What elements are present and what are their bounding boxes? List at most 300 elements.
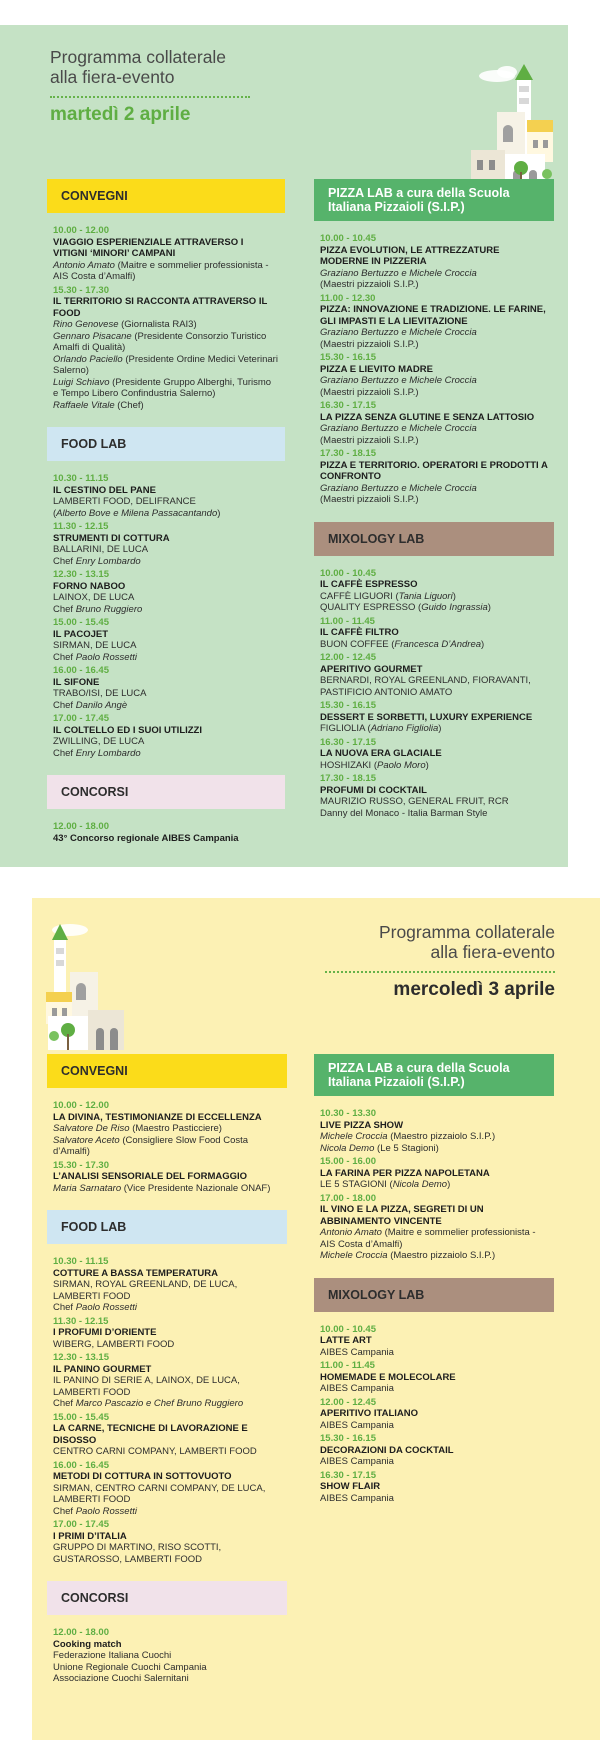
event-detail xyxy=(320,591,548,603)
food-lab-section-header: FOOD LAB xyxy=(47,427,285,461)
event-title: PIZZA: INNOVAZIONE E TRADIZIONE. LE FARINE, GLI IMPASTI E LA LIEVITAZIONE xyxy=(320,304,546,327)
event-title: LIVE PIZZA SHOW xyxy=(320,1119,404,1131)
event-time: 10.30 - 13.30 xyxy=(320,1108,376,1119)
speaker-name: Paolo Rossetti xyxy=(75,651,137,663)
detail-text: SIRMAN, ROYAL GREENLAND, DE LUCA, LAMBERTI FOOD xyxy=(53,1279,238,1302)
event-list xyxy=(47,461,285,775)
detail-text: (Vice Presidente Nazionale ONAF) xyxy=(121,1182,271,1194)
event-title: IL COLTELLO ED I SUOI UTILIZZI xyxy=(53,724,203,736)
detail-text: Chef xyxy=(53,747,76,759)
event-detail xyxy=(53,1279,281,1302)
event-detail xyxy=(320,387,548,399)
event-title: L’ANALISI SENSORIALE DEL FORMAGGIO xyxy=(53,1171,248,1182)
event-detail xyxy=(320,808,548,820)
event-item xyxy=(320,400,548,446)
event-title: Cooking match xyxy=(53,1638,122,1650)
event-detail xyxy=(320,639,548,651)
day-header xyxy=(50,47,250,126)
event-detail xyxy=(53,508,279,520)
event-time: 17.30 - 18.15 xyxy=(320,448,376,459)
event-detail xyxy=(53,556,279,568)
detail-text: Chef xyxy=(53,603,76,615)
event-item xyxy=(53,1519,281,1565)
event-time: 15.00 - 15.45 xyxy=(53,617,109,628)
event-title: LATTE ART xyxy=(320,1335,372,1346)
event-title: IL CAFFÈ FILTRO xyxy=(320,627,399,638)
event-item xyxy=(53,1100,281,1158)
event-title: IL VINO E LA PIZZA, SEGRETI DI UN ABBINAMENTO VINCENTE xyxy=(320,1204,484,1227)
event-detail xyxy=(320,760,548,772)
event-time: 12.30 - 13.15 xyxy=(53,1352,109,1363)
event-detail xyxy=(53,1673,281,1685)
event-detail xyxy=(53,1662,281,1674)
detail-text: (Maitre e sommelier professionista - AIS Costa d’Amalfi) xyxy=(53,259,269,282)
event-time: 15.30 - 16.15 xyxy=(320,1433,376,1444)
event-detail xyxy=(53,1123,281,1135)
event-detail xyxy=(53,1183,281,1195)
event-detail xyxy=(320,268,548,280)
event-time: 12.00 - 12.45 xyxy=(320,1396,376,1408)
speaker-name: Enry Lombardo xyxy=(75,747,141,759)
event-title: VIAGGIO ESPERIENZIALE ATTRAVERSO I VITIGNI ‘MINORI’ CAMPANI xyxy=(53,236,244,259)
event-detail xyxy=(53,377,279,400)
detail-text: (Presidente Ordine Medici Veterinari Salerno) xyxy=(53,353,278,376)
event-detail xyxy=(53,1339,281,1351)
detail-text: IL PANINO DI SERIE A, LAINOX, DE LUCA, LAMBERTI FOOD xyxy=(53,1375,240,1398)
speaker-name: Adriano Figliolia xyxy=(370,723,439,734)
detail-text: (Maestri pizzaioli S.I.P.) xyxy=(320,494,419,505)
speaker-name: Michele Croccia xyxy=(320,1250,388,1261)
event-item xyxy=(320,1324,548,1359)
event-title: LA PIZZA SENZA GLUTINE E SENZA LATTOSIO xyxy=(320,411,535,423)
pizza-lab-section-header: PIZZA LAB a cura della Scuola Italiana Pizzaioli (S.I.P.) xyxy=(314,179,554,221)
speaker-name: Graziano Bertuzzo e Michele Croccia xyxy=(320,327,477,338)
event-time: 10.00 - 10.45 xyxy=(320,1323,376,1335)
event-item xyxy=(320,1470,548,1505)
event-time: 16.30 - 17.15 xyxy=(320,400,376,411)
event-title: COTTURE A BASSA TEMPERATURA xyxy=(53,1267,219,1279)
speaker-name: Graziano Bertuzzo e Michele Croccia xyxy=(320,423,477,434)
event-title: HOMEMADE E MOLECOLARE xyxy=(320,1371,456,1383)
detail-text: Associazione Cuochi Salernitani xyxy=(53,1673,189,1684)
concorsi-section-header: CONCORSI xyxy=(47,775,285,809)
event-detail xyxy=(53,354,279,377)
event-detail xyxy=(320,339,548,351)
speaker-name: Francesca D’Andrea xyxy=(394,638,482,650)
event-item xyxy=(53,1256,281,1314)
event-item xyxy=(53,225,279,283)
detail-text: (Maestro pizzaiolo S.I.P.) xyxy=(387,1250,496,1261)
detail-text: Chef xyxy=(53,1302,76,1313)
dotted-divider xyxy=(325,971,555,973)
detail-text: AIBES Campania xyxy=(320,1456,394,1467)
speaker-name: Graziano Bertuzzo e Michele Croccia xyxy=(320,375,477,386)
detail-text: AIBES Campania xyxy=(320,1383,394,1394)
event-item xyxy=(53,1627,281,1685)
speaker-name: Salvatore De Riso xyxy=(53,1123,130,1134)
event-title: STRUMENTI DI COTTURA xyxy=(53,532,170,544)
event-item xyxy=(53,1160,281,1195)
event-detail xyxy=(53,652,279,664)
column-right xyxy=(314,179,554,835)
detail-text: SIRMAN, CENTRO CARNI COMPANY, DE LUCA, LAMBERTI FOOD xyxy=(53,1482,266,1505)
event-item xyxy=(53,1352,281,1410)
detail-text: Chef xyxy=(53,555,76,567)
speaker-name: Nicola Demo xyxy=(320,1142,375,1154)
detail-text: ) xyxy=(481,638,485,650)
detail-text: Federazione Italiana Cuochi xyxy=(53,1650,172,1661)
event-list xyxy=(47,1244,287,1581)
speaker-name: Bruno Ruggiero xyxy=(75,603,143,615)
detail-text: (Maestri pizzaioli S.I.P.) xyxy=(320,386,419,398)
detail-text: LE 5 STAGIONI ( xyxy=(320,1179,393,1190)
event-time: 12.00 - 18.00 xyxy=(53,1627,109,1638)
event-time: 15.30 - 16.15 xyxy=(320,700,376,711)
event-title: METODI DI COTTURA IN SOTTOVUOTO xyxy=(53,1471,232,1482)
event-time: 10.00 - 12.00 xyxy=(53,225,109,236)
speaker-name: Michele Croccia xyxy=(320,1131,388,1142)
dotted-divider xyxy=(50,96,250,98)
event-title: PIZZA E TERRITORIO. OPERATORI E PRODOTTI A CONFRONTO xyxy=(320,459,548,482)
event-item xyxy=(320,293,548,351)
event-detail xyxy=(320,723,548,735)
event-title: I PROFUMI D’ORIENTE xyxy=(53,1327,157,1338)
detail-text: ZWILLING, DE LUCA xyxy=(53,736,145,747)
detail-text: ) xyxy=(438,723,442,734)
speaker-name: Luigi Schiavo xyxy=(53,376,110,388)
event-item xyxy=(320,352,548,398)
event-detail xyxy=(53,736,279,748)
event-time: 12.00 - 12.45 xyxy=(320,652,376,663)
detail-text: (Maestri pizzaioli S.I.P.) xyxy=(320,279,419,290)
event-list xyxy=(314,221,554,522)
event-detail xyxy=(53,1650,281,1662)
speaker-name: Paolo Moro xyxy=(377,759,426,771)
event-detail xyxy=(53,260,279,283)
event-title: PIZZA E LIEVITO MADRE xyxy=(320,363,433,375)
event-item xyxy=(320,1156,548,1191)
detail-text: Chef xyxy=(53,651,76,663)
detail-text: Danny del Monaco - Italia Barman Style xyxy=(320,807,488,819)
column-left xyxy=(47,1054,287,1701)
event-title: DESSERT E SORBETTI, LUXURY EXPERIENCE xyxy=(320,711,533,723)
event-detail xyxy=(53,1542,281,1565)
event-title: IL CESTINO DEL PANE xyxy=(53,484,156,496)
event-detail xyxy=(320,327,548,339)
event-detail xyxy=(320,1227,548,1250)
event-time: 16.00 - 16.45 xyxy=(53,1459,109,1471)
speaker-name: Guido Ingrassia xyxy=(421,602,488,613)
header-date: mercoledì 3 aprile xyxy=(393,979,555,1000)
event-detail xyxy=(53,604,279,616)
event-item xyxy=(320,1193,548,1262)
event-detail xyxy=(320,796,548,808)
detail-text: ) xyxy=(452,590,456,602)
event-title: IL TERRITORIO SI RACCONTA ATTRAVERSO IL FOOD xyxy=(53,296,268,319)
event-detail xyxy=(320,1420,548,1432)
event-detail xyxy=(320,494,548,506)
event-detail xyxy=(53,1398,281,1410)
event-time: 10.30 - 11.15 xyxy=(53,473,109,484)
event-list xyxy=(47,1615,287,1701)
detail-text: LAINOX, DE LUCA xyxy=(53,592,135,603)
event-detail xyxy=(320,483,548,495)
mixology-lab-section-header: MIXOLOGY LAB xyxy=(314,1278,554,1312)
event-time: 12.00 - 18.00 xyxy=(53,821,109,832)
detail-text: BALLARINI, DE LUCA xyxy=(53,544,149,555)
day-1-panel xyxy=(0,25,568,867)
detail-text: CENTRO CARNI COMPANY, LAMBERTI FOOD xyxy=(53,1446,257,1457)
speaker-name: Enry Lombardo xyxy=(75,555,141,567)
speaker-name: Graziano Bertuzzo e Michele Croccia xyxy=(320,482,477,494)
event-item xyxy=(53,713,279,759)
detail-text: (Maestro pizzaiolo S.I.P.) xyxy=(387,1131,496,1142)
detail-text: MAURIZIO RUSSO, GENERAL FRUIT, RCR xyxy=(320,796,509,807)
event-item xyxy=(320,568,548,614)
event-title: FORNO NABOO xyxy=(53,580,126,592)
event-time: 16.30 - 17.15 xyxy=(320,1469,376,1481)
detail-text: Unione Regionale Cuochi Campania xyxy=(53,1661,207,1673)
speaker-name: Raffaele Vitale xyxy=(53,399,115,411)
detail-text: HOSHIZAKI ( xyxy=(320,759,378,771)
speaker-name: Tania Liguori xyxy=(398,590,453,602)
event-item xyxy=(320,233,548,291)
event-time: 16.00 - 16.45 xyxy=(53,665,109,676)
detail-text: (Maestro Pasticciere) xyxy=(129,1123,222,1134)
event-detail xyxy=(53,1302,281,1314)
speaker-name: Salvatore Aceto xyxy=(53,1134,120,1146)
event-title: PROFUMI DI COCKTAIL xyxy=(320,784,427,796)
event-item xyxy=(53,1412,281,1458)
detail-text: (Giornalista RAI3) xyxy=(118,319,197,330)
detail-text: TRABO/ISI, DE LUCA xyxy=(53,688,147,699)
event-item xyxy=(320,1360,548,1395)
detail-text: LAMBERTI FOOD, DELIFRANCE xyxy=(53,496,196,507)
event-detail xyxy=(320,1179,548,1191)
event-detail xyxy=(53,1446,281,1458)
convegni-section-header: CONVEGNI xyxy=(47,1054,287,1088)
event-time: 11.00 - 11.45 xyxy=(320,1360,375,1371)
day-header xyxy=(325,922,555,1001)
detail-text: FIGLIOLIA ( xyxy=(320,723,371,734)
event-title: IL SIFONE xyxy=(53,676,100,688)
food-lab-section-header: FOOD LAB xyxy=(47,1210,287,1244)
event-list xyxy=(314,556,554,836)
event-item xyxy=(53,665,279,711)
header-date: martedì 2 aprile xyxy=(50,104,191,125)
header-title: Programma collaterale alla fiera-evento xyxy=(50,47,227,87)
event-time: 11.30 - 12.15 xyxy=(53,521,109,532)
event-detail xyxy=(320,602,548,614)
event-detail xyxy=(53,400,279,412)
event-time: 10.00 - 10.45 xyxy=(320,567,376,579)
event-item xyxy=(320,1397,548,1432)
event-time: 15.30 - 17.30 xyxy=(53,284,109,296)
speaker-name: Antonio Amato xyxy=(53,259,115,271)
event-item xyxy=(53,821,279,844)
event-item xyxy=(320,737,548,772)
event-item xyxy=(53,521,279,567)
event-detail xyxy=(53,688,279,700)
event-list xyxy=(314,1312,554,1521)
event-time: 16.30 - 17.15 xyxy=(320,736,376,748)
event-item xyxy=(320,616,548,651)
event-title: PIZZA EVOLUTION, LE ATTREZZATURE MODERNE IN PIZZERIA xyxy=(320,244,500,267)
event-title: DECORAZIONI DA COCKTAIL xyxy=(320,1444,454,1456)
speaker-name: Graziano Bertuzzo e Michele Croccia xyxy=(320,267,477,279)
event-detail xyxy=(320,1456,548,1468)
event-detail xyxy=(53,1483,281,1506)
event-list xyxy=(314,1096,554,1278)
speaker-name: Marco Pascazio e Chef Bruno Ruggiero xyxy=(75,1398,244,1409)
event-detail xyxy=(53,1506,281,1518)
detail-text: (Chef) xyxy=(114,399,144,411)
event-detail xyxy=(53,640,279,652)
event-item xyxy=(320,700,548,735)
event-detail xyxy=(320,435,548,447)
detail-text: AIBES Campania xyxy=(320,1346,394,1358)
event-item xyxy=(53,569,279,615)
event-time: 15.00 - 16.00 xyxy=(320,1156,376,1167)
detail-text: (Presidente Gruppo Alberghi, Turismo e Tempo Libero Confindustria Salerno) xyxy=(53,376,272,399)
event-detail xyxy=(53,1375,281,1398)
speaker-name: Orlando Paciello xyxy=(53,353,123,365)
event-title: APERITIVO GOURMET xyxy=(320,663,423,675)
event-title: 43° Concorso regionale AIBES Campania xyxy=(53,832,239,844)
detail-text: WIBERG, LAMBERTI FOOD xyxy=(53,1338,175,1350)
event-list xyxy=(47,809,285,860)
event-detail xyxy=(320,1383,548,1395)
header-title: Programma collaterale alla fiera-evento xyxy=(378,922,555,962)
detail-text: ) xyxy=(425,759,429,771)
detail-text: CAFFÈ LIGUORI ( xyxy=(320,590,399,602)
event-item xyxy=(53,473,279,519)
detail-text: GRUPPO DI MARTINO, RISO SCOTTI, GUSTAROSSO, LAMBERTI FOOD xyxy=(53,1542,222,1565)
event-title: LA FARINA PER PIZZA NAPOLETANA xyxy=(320,1167,490,1179)
event-item xyxy=(320,773,548,819)
event-detail xyxy=(53,592,279,604)
event-time: 11.00 - 11.45 xyxy=(320,615,375,627)
event-time: 12.30 - 13.15 xyxy=(53,569,109,580)
event-title: IL CAFFÈ ESPRESSO xyxy=(320,579,418,590)
event-detail xyxy=(320,1493,548,1505)
event-time: 17.00 - 17.45 xyxy=(53,1519,109,1530)
detail-text: (Maitre e sommelier professionista - AIS Costa d’Amalfi) xyxy=(320,1227,536,1250)
speaker-name: Nicola Demo xyxy=(392,1179,448,1190)
speaker-name: Paolo Rossetti xyxy=(75,1505,137,1517)
event-time: 10.30 - 11.15 xyxy=(53,1256,109,1267)
detail-text: (Presidente Consorzio Turistico Amalfi di Qualità) xyxy=(53,330,267,353)
event-item xyxy=(320,1108,548,1154)
speaker-name: Paolo Rossetti xyxy=(75,1302,137,1313)
event-item xyxy=(320,652,548,698)
event-title: IL PANINO GOURMET xyxy=(53,1363,152,1375)
detail-text: AIBES Campania xyxy=(320,1492,394,1504)
event-detail xyxy=(320,1131,548,1143)
detail-text: (Le 5 Stagioni) xyxy=(374,1142,439,1154)
pizza-lab-section-header: PIZZA LAB a cura della Scuola Italiana Pizzaioli (S.I.P.) xyxy=(314,1054,554,1096)
speaker-name: Alberto Bove e Milena Passacantando xyxy=(56,507,218,519)
event-detail xyxy=(53,319,279,331)
event-item xyxy=(53,1460,281,1518)
event-detail xyxy=(53,544,279,556)
event-detail xyxy=(53,700,279,712)
event-title: LA NUOVA ERA GLACIALE xyxy=(320,748,442,759)
detail-text: QUALITY ESPRESSO ( xyxy=(320,602,422,613)
event-detail xyxy=(320,1347,548,1359)
event-list xyxy=(47,213,285,427)
event-time: 17.00 - 18.00 xyxy=(320,1192,376,1204)
event-time: 10.00 - 10.45 xyxy=(320,233,376,244)
event-item xyxy=(53,617,279,663)
day-2-panel xyxy=(32,898,600,1740)
event-title: I PRIMI D’ITALIA xyxy=(53,1530,127,1542)
event-detail xyxy=(53,1135,281,1158)
column-right xyxy=(314,1054,554,1520)
detail-text: ) xyxy=(447,1179,451,1190)
event-item xyxy=(320,1433,548,1468)
event-time: 15.30 - 16.15 xyxy=(320,352,376,363)
event-time: 11.00 - 12.30 xyxy=(320,292,376,304)
event-item xyxy=(53,285,279,412)
speaker-name: Gennaro Pisacane xyxy=(53,330,132,342)
event-list xyxy=(47,1088,287,1210)
event-time: 10.00 - 12.00 xyxy=(53,1100,109,1111)
speaker-name: Danilo Angè xyxy=(75,699,128,711)
event-detail xyxy=(320,423,548,435)
speaker-name: Rino Genovese xyxy=(53,319,119,330)
detail-text: BERNARDI, ROYAL GREENLAND, FIORAVANTI, PASTIFICIO ANTONIO AMATO xyxy=(320,675,531,698)
event-detail xyxy=(53,496,279,508)
event-time: 11.30 - 12.15 xyxy=(53,1315,109,1327)
detail-text: (Consigliere Slow Food Costa d’Amalfi) xyxy=(53,1134,249,1157)
speaker-name: Antonio Amato xyxy=(320,1227,382,1238)
event-item xyxy=(320,448,548,506)
event-title: LA CARNE, TECNICHE DI LAVORAZIONE E DISOSSO xyxy=(53,1423,248,1446)
column-left xyxy=(47,179,285,860)
event-detail xyxy=(320,375,548,387)
detail-text: ) xyxy=(487,602,491,613)
event-item xyxy=(53,1316,281,1351)
detail-text: SIRMAN, DE LUCA xyxy=(53,640,137,651)
convegni-section-header: CONVEGNI xyxy=(47,179,285,213)
event-detail xyxy=(53,748,279,760)
detail-text: ) xyxy=(217,507,221,519)
detail-text: Chef xyxy=(53,699,76,711)
detail-text: (Maestri pizzaioli S.I.P.) xyxy=(320,338,419,350)
event-title: IL PACOJET xyxy=(53,628,109,640)
event-detail xyxy=(320,675,548,698)
detail-text: Chef xyxy=(53,1398,76,1409)
detail-text: AIBES Campania xyxy=(320,1419,394,1431)
event-detail xyxy=(320,1250,548,1262)
event-title: APERITIVO ITALIANO xyxy=(320,1408,418,1419)
concorsi-section-header: CONCORSI xyxy=(47,1581,287,1615)
mixology-lab-section-header: MIXOLOGY LAB xyxy=(314,522,554,556)
event-time: 17.00 - 17.45 xyxy=(53,713,109,724)
detail-text: ( xyxy=(53,507,57,519)
event-detail xyxy=(53,331,279,354)
event-detail xyxy=(320,1143,548,1155)
speaker-name: Maria Sarnataro xyxy=(53,1182,122,1194)
event-time: 15.00 - 15.45 xyxy=(53,1411,109,1423)
event-title: LA DIVINA, TESTIMONIANZE DI ECCELLENZA xyxy=(53,1111,262,1123)
event-detail xyxy=(320,279,548,291)
event-time: 17.30 - 18.15 xyxy=(320,773,376,784)
detail-text: BUON COFFEE ( xyxy=(320,638,395,650)
detail-text: Chef xyxy=(53,1505,76,1517)
village-illustration xyxy=(467,50,559,190)
